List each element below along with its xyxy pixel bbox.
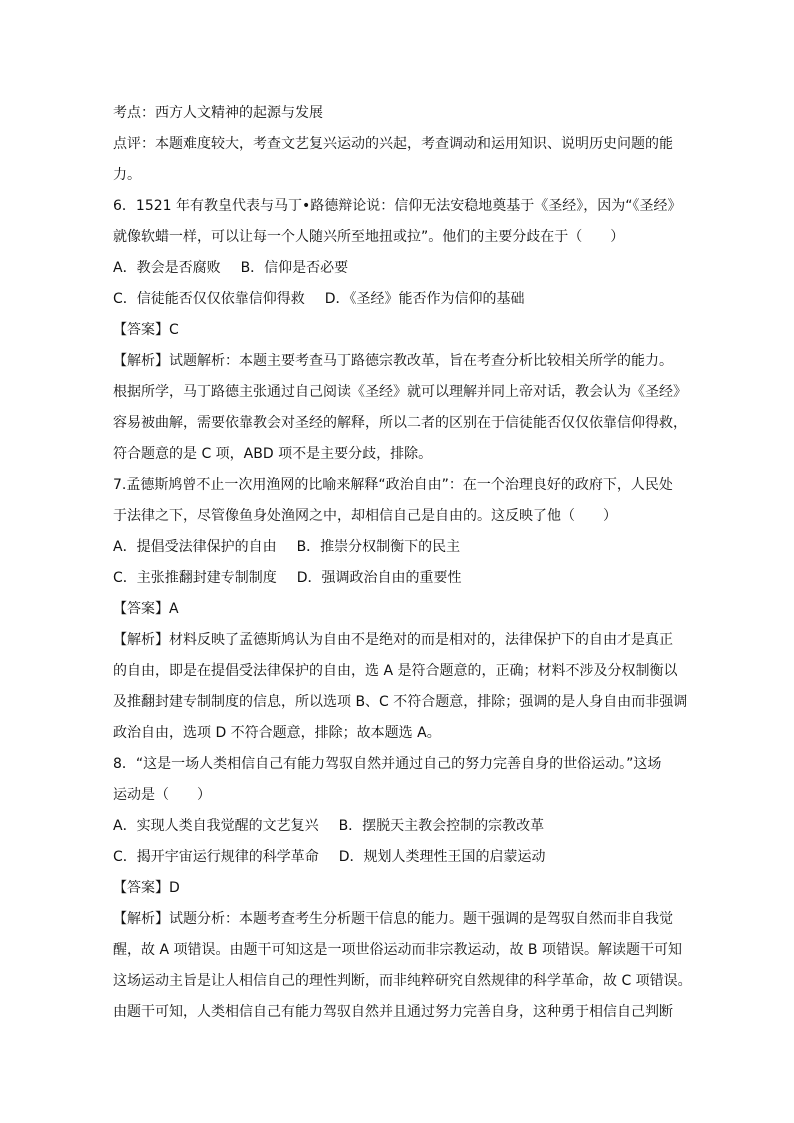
q8-analysis-line-2: 醒，故 A 项错误。由题干可知这是一项世俗运动而非宗教运动，故 B 项错误。解读题干可知 [113, 942, 682, 958]
dianping-line-2: 力。 [113, 167, 141, 183]
q7-analysis-line-3: 及推翻封建专制制度的信息，所以选项 B、C 不符合题意，排除；强调的是人身自由而非强调 [113, 694, 688, 710]
q7-option-a: A．提倡受法律保护的自由 [113, 539, 277, 555]
q6-answer: 【答案】C [113, 322, 179, 338]
q8-analysis-line-4: 由题干可知，人类相信自己有能力驾驭自然并且通过努力完善自身，这种勇于相信自己判断 [113, 1004, 673, 1020]
q6-options-row-1 [113, 253, 685, 284]
q6-option-d: D．《圣经》能否作为信仰的基础 [324, 291, 525, 307]
q6-option-c: C．信徒能否仅仅依靠信仰得救 [113, 291, 305, 307]
q8-option-b: B．摆脱天主教会控制的宗教改革 [338, 818, 545, 834]
q8-option-d: D．规划人类理性王国的启蒙运动 [338, 849, 546, 865]
q8-option-c: C．揭开宇宙运行规律的科学革命 [113, 849, 319, 865]
q6-stem-line-1: 6．1521 年有教皇代表与马丁•路德辩论说：信仰无法安稳地奠基于《圣经》，因为“《圣经》 [113, 198, 682, 214]
q6-analysis-line-4: 符合题意的是 C 项，ABD 项不是主要分歧，排除。 [113, 446, 433, 462]
q7-stem-line-1: 7.孟德斯鸠曾不止一次用渔网的比喻来解释“政治自由”：在一个治理良好的政府下，人民处 [113, 477, 673, 493]
q6-option-a: A．教会是否腐败 [113, 260, 221, 276]
q7-option-c: C．主张推翻封建专制制度 [113, 570, 277, 586]
q8-analysis-line-3: 这场运动主旨是让人相信自己的理性判断，而非纯粹研究自然规律的科学革命，故 C 项错误。 [113, 973, 692, 989]
q6-analysis-line-1: 【解析】试题解析：本题主要考查马丁路德宗教改革，旨在考查分析比较相关所学的能力。 [113, 353, 673, 369]
q7-options-row-1 [113, 532, 685, 563]
q7-analysis-line-2: 的自由，即是在提倡受法律保护的自由，选 A 是符合题意的，正确；材料不涉及分权制衡以 [113, 663, 678, 679]
q8-options-row-1 [113, 811, 685, 842]
kaodian-line: 考点：西方人文精神的起源与发展 [113, 105, 323, 121]
document-content [113, 98, 692, 1028]
q8-analysis-line-1: 【解析】试题分析：本题考查考生分析题干信息的能力。题干强调的是驾驭自然而非自我觉 [113, 911, 673, 927]
q8-option-a: A．实现人类自我觉醒的文艺复兴 [113, 818, 319, 834]
q7-analysis-line-4: 政治自由，选项 D 不符合题意，排除；故本题选 A。 [113, 725, 441, 741]
q8-stem-line-2: 运动是（ ） [113, 787, 211, 803]
q6-stem-line-2: 就像软蜡一样，可以让每一个人随兴所至地扭或拉”。他们的主要分歧在于（ ） [113, 229, 625, 245]
q8-stem-line-1: 8．“这是一场人类相信自己有能力驾驭自然并通过自己的努力完善自身的世俗运动。”这场 [113, 756, 662, 772]
q6-options-row-2 [113, 284, 685, 315]
q8-options-row-2 [113, 842, 685, 873]
dianping-line-1: 点评：本题难度较大，考查文艺复兴运动的兴起，考查调动和运用知识、说明历史问题的能 [113, 136, 673, 152]
q7-analysis-line-1: 【解析】材料反映了孟德斯鸠认为自由不是绝对的而是相对的，法律保护下的自由才是真正 [113, 632, 673, 648]
q6-analysis-line-2: 根据所学，马丁路德主张通过自己阅读《圣经》就可以理解并同上帝对话，教会认为《圣经》 [113, 384, 687, 400]
q8-answer: 【答案】D [113, 880, 180, 896]
q7-option-d: D．强调政治自由的重要性 [296, 570, 462, 586]
q6-option-b: B．信仰是否必要 [240, 260, 349, 276]
q7-options-row-2 [113, 563, 685, 594]
q6-analysis-line-3: 容易被曲解，需要依靠教会对圣经的解释，所以二者的区别在于信徒能否仅仅依靠信仰得救， [113, 415, 687, 431]
q7-stem-line-2: 于法律之下，尽管像鱼身处渔网之中，却相信自己是自由的。这反映了他（ ） [113, 508, 617, 524]
q7-answer: 【答案】A [113, 601, 179, 617]
q7-option-b: B．推崇分权制衡下的民主 [296, 539, 461, 555]
